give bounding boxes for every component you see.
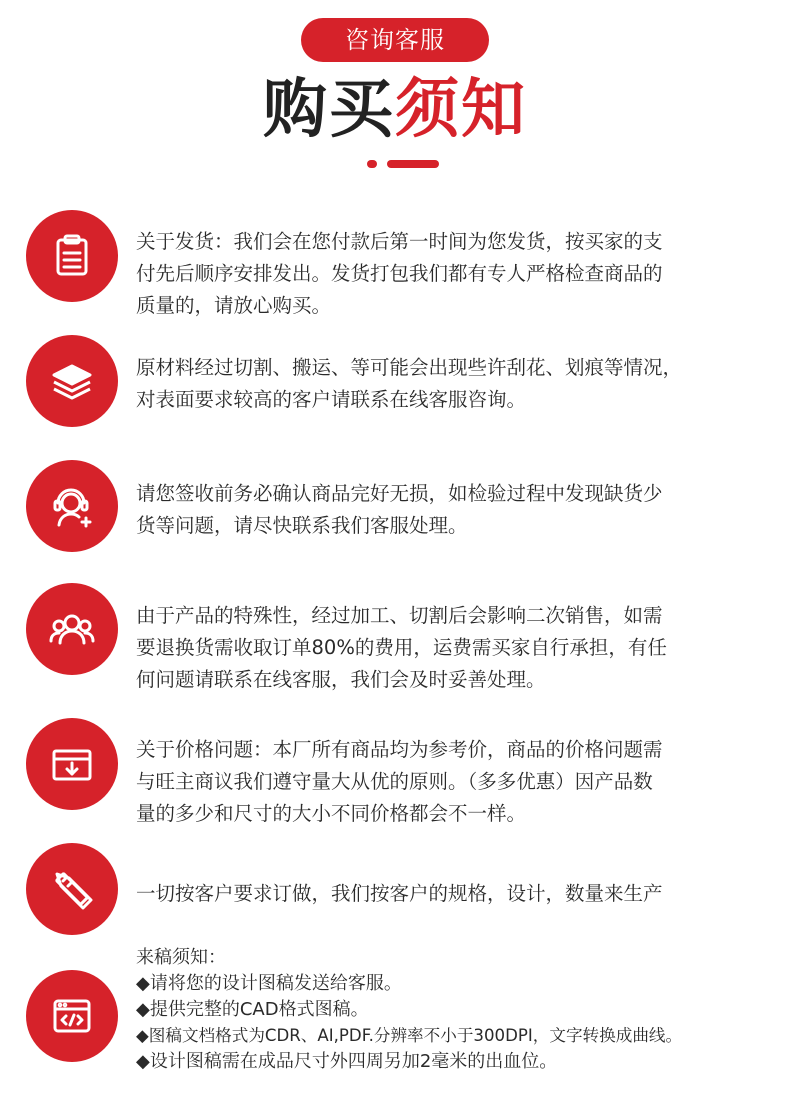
text-line: 对表面要求较高的客户请联系在线客服咨询。 (136, 388, 527, 411)
text-line: 由于产品的特殊性，经过加工、切割后会影响二次销售，如需 (136, 604, 663, 627)
text-line: 关于发货：我们会在您付款后第一时间为您发货，按买家的支 (136, 230, 663, 253)
clipboard-icon (26, 210, 118, 302)
title-part-1: 购买 (263, 73, 395, 147)
text-line: 原材料经过切割、搬运、等可能会出现些许刮花、划痕等情况， (136, 356, 683, 379)
notice-line: ◆请将您的设计图稿发送给客服。 (136, 973, 402, 994)
text-line: 要退换货需收取订单80%的费用，运费需买家自行承担，有任 (136, 636, 667, 659)
text-line: 量的多少和尺寸的大小不同价格都会不一样。 (136, 802, 527, 825)
text-line: 何问题请联系在线客服，我们会及时妥善处理。 (136, 668, 546, 691)
text-line: 一切按客户要求订做，我们按客户的规格，设计，数量来生产 (136, 882, 663, 905)
notice-heading: 来稿须知： (136, 947, 226, 968)
customer-service-badge[interactable]: 咨询客服 (301, 18, 489, 62)
customer-service-icon (26, 460, 118, 552)
layers-icon (26, 335, 118, 427)
page-title (0, 70, 790, 150)
download-box-icon (26, 718, 118, 810)
notice-line: ◆提供完整的CAD格式图稿。 (136, 999, 369, 1020)
title-part-2: 须知 (395, 73, 527, 147)
text-line: 货等问题，请尽快联系我们客服处理。 (136, 514, 468, 537)
text-line: 关于价格问题：本厂所有商品均为参考价，商品的价格问题需 (136, 738, 663, 761)
title-decoration-dot (367, 160, 377, 168)
code-window-icon (26, 970, 118, 1062)
text-line: 质量的，请放心购买。 (136, 294, 332, 317)
users-icon (26, 583, 118, 675)
text-line: 与旺主商议我们遵守量大从优的原则。（多多优惠）因产品数 (136, 770, 653, 793)
pencil-ruler-icon (26, 843, 118, 935)
text-line: 请您签收前务必确认商品完好无损，如检验过程中发现缺货少 (136, 482, 663, 505)
notice-line: ◆图稿文档格式为CDR、AI,PDF.分辨率不小于300DPI，文字转换成曲线。 (136, 1026, 683, 1045)
title-decoration-bar (387, 160, 439, 168)
notice-line: ◆设计图稿需在成品尺寸外四周另加2毫米的出血位。 (136, 1051, 558, 1072)
text-line: 付先后顺序安排发出。发货打包我们都有专人严格检查商品的 (136, 262, 663, 285)
